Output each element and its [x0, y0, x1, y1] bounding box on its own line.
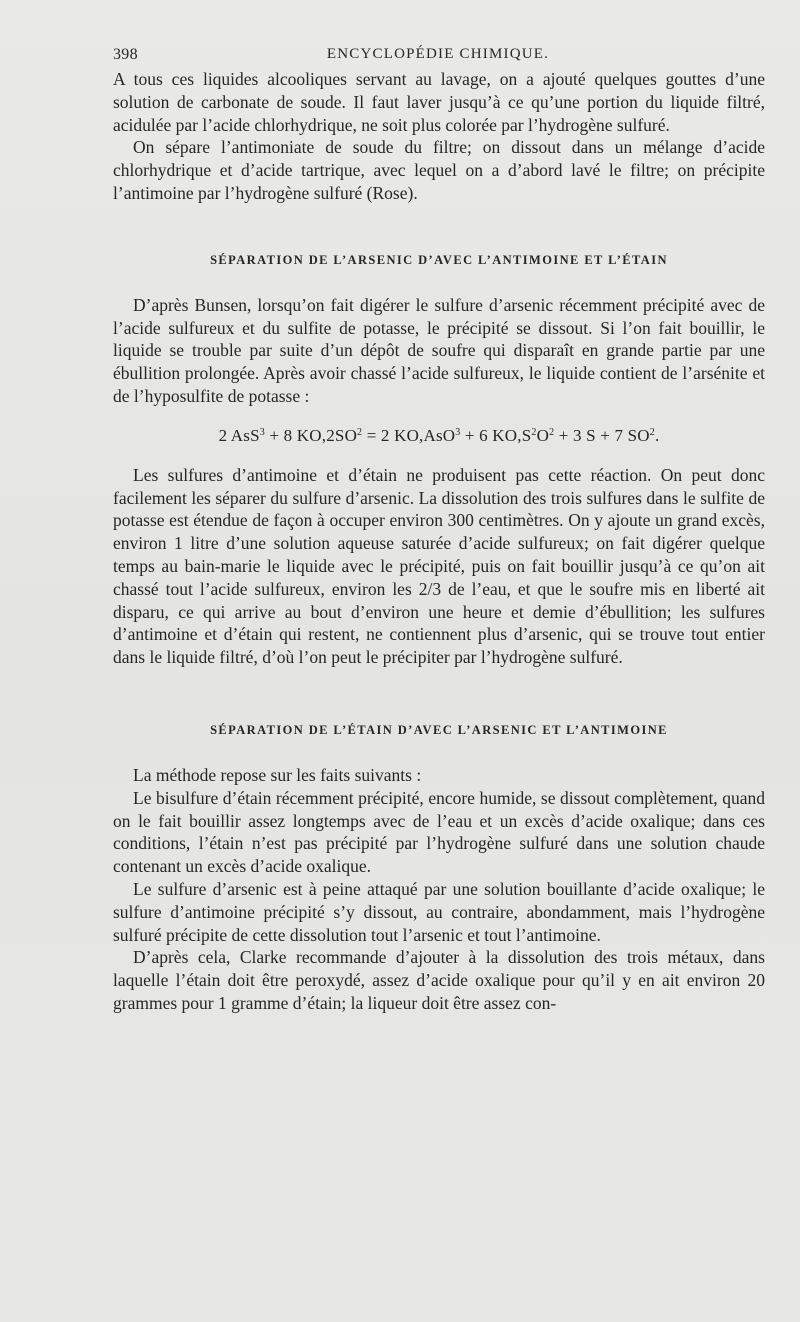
intro-paragraph-2: On sépare l’antimoniate de soude du filtre; on dissout dans un mélange d’acide chlorhydrique et d’acide tartrique, avec lequel on a d’abord lavé le filtre; on précipite l’antimoine par l’hydrogène sulfuré (Rose). — [113, 137, 765, 203]
running-title: ENCYCLOPÉDIE CHIMIQUE. — [326, 46, 550, 62]
page-header — [113, 42, 763, 68]
section-title-etain: SÉPARATION DE L’ÉTAIN D’AVEC L’ARSENIC ET L’ANTIMOINE — [210, 722, 668, 737]
section2-paragraph-2: Le bisulfure d’étain récemment précipité, encore humide, se dissout complètement, quand on le fait bouillir assez longtemps avec de l’eau et un excès d’acide oxalique; dans ces conditions, l’étain n’est pas précipité par l’hydrogène sulfuré dans une solution chaude contenant un excès d’acide oxalique. — [113, 787, 765, 877]
section1-paragraph-2: Les sulfures d’antimoine et d’étain ne produisent pas cette réaction. On peut donc facilement les séparer du sulfure d’arsenic. La dissolution des trois sulfures dans le sulfite de potasse est étendue de façon à occuper environ 300 centimètres. On y ajoute un grand excès, environ 1 litre d’une solution aqueuse saturée d’acide sulfureux; on fait digérer quelque temps au bain-marie le liquide avec le précipité, puis on fait bouillir jusqu’à ce qu’on ait chassé tout l’acide sulfureux, environ les 2/3 de l’eau, et que le soufre mis en liberté ait disparu, ce qui arrive au bout d’environ une heure et demie d’ébullition; les sulfures d’antimoine et d’étain qui restent, ne contiennent plus d’arsenic, qui se trouve tout entier dans le liquide filtré, d’où l’on peut le précipiter par l’hydrogène sulfuré. — [113, 464, 765, 668]
section2-paragraph-1: La méthode repose sur les faits suivants : — [133, 764, 422, 785]
section1-paragraph-1: D’après Bunsen, lorsqu’on fait digérer le sulfure d’arsenic récemment précipité avec de l’acide sulfureux et du sulfite de potasse, le précipité se dissout. Si l’on fait bouillir, le liquide se trouble par suite d’un dépôt de soufre qui disparaît en grande partie par une ébullition prolongée. Après avoir chassé l’acide sulfureux, le liquide contient de l’arsénite et de l’hyposulfite de potasse : — [113, 294, 765, 406]
section-title-arsenic: SÉPARATION DE L’ARSENIC D’AVEC L’ANTIMOINE ET L’ÉTAIN — [210, 252, 668, 267]
intro-paragraph-1: A tous ces liquides alcooliques servant au lavage, on a ajouté quelques gouttes d’une solution de carbonate de soude. Il faut laver jusqu’à ce qu’une portion du liquide filtré, acidulée par l’acide chlorhydrique, ne soit plus colorée par l’hydrogène sulfuré. — [113, 69, 765, 135]
page-number: 398 — [113, 46, 138, 63]
page-body — [113, 68, 765, 1015]
chemical-equation: 2 AsS$^3$ + 8 $KO,2SO^2 = 2$ KO,AsO$^3$ + 6 $KO,S^2O^2 + 3$ S + 7 $SO^2$. — [218, 425, 660, 445]
section2-paragraph-3: Le sulfure d’arsenic est à peine attaqué par une solution bouillante d’acide oxalique; le sulfure d’antimoine précipité s’y dissout, au contraire, abondamment, mais l’hydrogène sulfuré précipite de cette dissolution tout l’arsenic et tout l’antimoine. — [113, 878, 765, 945]
section2-paragraph-4: D’après cela, Clarke recommande d’ajouter à la dissolution des trois métaux, dans laquelle l’étain doit être peroxydé, assez d’acide oxalique pour qu’il y en ait environ 20 grammes pour 1 gramme d’étain; la liqueur doit être assez con- — [113, 947, 765, 1013]
